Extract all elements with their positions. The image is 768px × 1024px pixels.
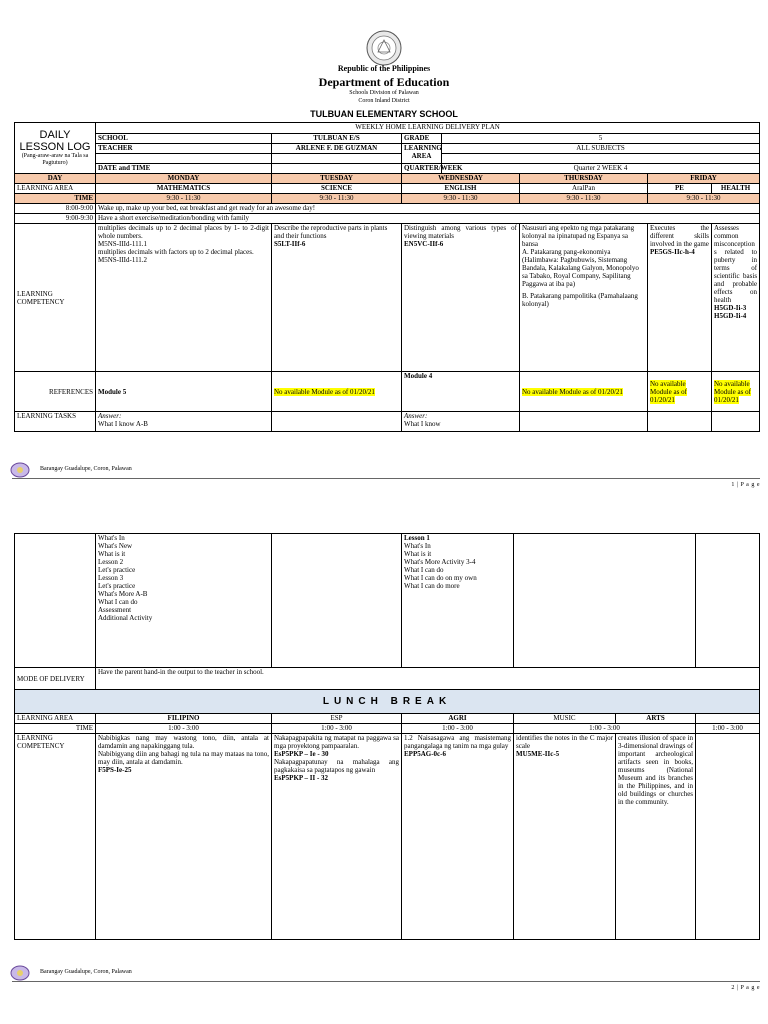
header-republic: Republic of the Philippines xyxy=(337,64,431,73)
wed-task-item: What I can do on my own xyxy=(404,574,477,582)
am-area-fri-pe: PE xyxy=(648,184,712,194)
pm-area-label: LEARNING AREA xyxy=(15,714,96,724)
pm-time-wed: 1:00 - 3:00 xyxy=(402,724,514,734)
pm-comp-tue-code2: EsP5PKP – II - 32 xyxy=(274,774,329,782)
am-competency-label: LEARNING COMPETENCY xyxy=(15,224,96,372)
sched2-text: Have a short exercise/meditation/bonding with family xyxy=(96,214,760,224)
pm-comp-wed xyxy=(402,734,514,940)
ref-wed: Module 4 xyxy=(402,372,520,412)
mon-task-item: What's More A-B xyxy=(98,590,148,598)
comp-tue: Describe the reproductive parts in plants and their functions xyxy=(274,224,388,240)
mon-task-item: Additional Activity xyxy=(98,614,153,622)
pm-comp-music-code: MU5ME-IIc-5 xyxy=(516,750,560,758)
am-comp-tue xyxy=(272,224,402,372)
am-comp-health xyxy=(712,224,760,372)
footer-divider-1 xyxy=(12,478,760,479)
deped-seal-icon xyxy=(363,30,405,66)
am-comp-mon xyxy=(96,224,272,372)
pm-comp-wed-code: EPP5AG-0c-6 xyxy=(404,750,446,758)
page-number-1: 1 | P a g e xyxy=(731,482,760,488)
page-gap xyxy=(0,495,768,505)
page-2 xyxy=(0,505,768,1024)
tasks-wed-1: What I know xyxy=(404,420,441,428)
tasks-wed xyxy=(402,412,520,432)
comp-thu-2: A. Patakarang pang-ekonomiya (Halimbawa: Pagbubuwis, Sistemang Bandala, Kalakalang Galyon, Monopolyo sa Tabako, Royal Company, Sapilitang Paggawa at iba pa) xyxy=(522,248,639,288)
comp-tue-code: S5LT-IIf-6 xyxy=(274,240,306,248)
comp-mon-2: multiplies decimals with factors up to 2 decimal places. xyxy=(98,248,254,256)
tasks-mon-1: What I know A-B xyxy=(98,420,148,428)
pm-comp-tue-code1: EsP5PKP – Ie - 30 xyxy=(274,750,329,758)
day-friday: FRIDAY xyxy=(648,174,760,184)
mon-task-item: Assessment xyxy=(98,606,132,614)
page-1 xyxy=(0,0,768,495)
am-area-label: LEARNING AREA xyxy=(15,184,96,194)
comp-mon-code1: M5NS-IIId-111.1 xyxy=(98,240,148,248)
mon-task-item: What I can do xyxy=(98,598,138,606)
day-tuesday: TUESDAY xyxy=(272,174,402,184)
am-time-wed: 9:30 - 11:30 xyxy=(402,194,520,204)
tasks-wed-answer: Answer: xyxy=(404,412,428,420)
ref-health: No available Module as of 01/20/21 xyxy=(714,379,751,404)
pm-comp-music: identifies the notes in the C major scale xyxy=(516,734,613,750)
pm-comp-mon-code: F5PS-Ie-25 xyxy=(98,766,132,774)
am-time-thu: 9:30 - 11:30 xyxy=(520,194,648,204)
mon-task-item: What's In xyxy=(98,534,125,542)
pm-time-fri: 1:00 - 3:00 xyxy=(696,724,760,734)
pm-comp-tue-2: Nakapagpapatunay na mahalaga ang pagkakaisa sa pagtatapos ng gawain xyxy=(274,758,399,774)
footer-logo-icon xyxy=(10,462,30,478)
comp-pe: Executes the different skills involved in the game xyxy=(650,224,709,248)
comp-health: Assesses common misconception s related to puberty in terms of scientific basis and probable effects on health xyxy=(714,224,758,304)
comp-health-code: H5GD-Ii-3 H5GD-Ii-4 xyxy=(714,304,747,320)
school-label: SCHOOL xyxy=(96,134,272,144)
lunch-break-band: LUNCH BREAK xyxy=(15,690,760,714)
day-monday: MONDAY xyxy=(96,174,272,184)
grade-value: 5 xyxy=(442,134,760,144)
am-area-wed: ENGLISH xyxy=(402,184,520,194)
plan-title: WEEKLY HOME LEARNING DELIVERY PLAN xyxy=(96,123,760,134)
references-label: REFERENCES xyxy=(15,372,96,412)
dll-subtitle: (Pang-araw-araw na Tala sa Pagtuturo) xyxy=(21,153,89,166)
pm-comp-music xyxy=(514,734,616,940)
ref-pe: No available Module as of 01/20/21 xyxy=(650,379,687,404)
footer-address-1: Barangay Guadalupe, Coron, Palawan xyxy=(40,466,132,472)
am-comp-wed xyxy=(402,224,520,372)
tasks-label: LEARNING TASKS xyxy=(15,412,96,432)
teacher-value: ARLENE F. DE GUZMAN xyxy=(272,144,402,154)
ref-thu-cell xyxy=(520,372,648,412)
comp-mon-code2: M5NS-IIId-111.2 xyxy=(98,256,148,264)
comp-thu-3: B. Patakarang pampolitika (Pamahalaang kolonyal) xyxy=(522,292,638,308)
page-number-2: 2 | P a g e xyxy=(731,985,760,991)
pm-time-thu: 1:00 - 3:00 xyxy=(514,724,696,734)
comp-wed: Distinguish among various types of viewing materials xyxy=(404,224,517,240)
pm-comp-mon-1: Nabibigkas nang may wastong tono, diin, antala at damdamin ang napakinggang tula. xyxy=(98,734,269,750)
pm-time-tue: 1:00 - 3:00 xyxy=(272,724,402,734)
wed-task-item: What's In xyxy=(404,542,431,550)
sched1-text: Wake up, make up your bed, eat breakfast and get ready for an awesome day! xyxy=(96,204,760,214)
header-department: Department of Education xyxy=(318,75,450,89)
pm-comp-wed: 1.2 Naisasagawa ang masistemang pangangalaga ng tanim na mga gulay xyxy=(404,734,511,750)
pm-time-mon: 1:00 - 3:00 xyxy=(96,724,272,734)
pm-competency-label: LEARNING COMPETENCY xyxy=(15,734,96,940)
p2-mon-tasks xyxy=(96,534,272,668)
dll-title: DAILY LESSON LOG xyxy=(19,129,91,153)
comp-thu-1: Nasusuri ang epekto ng mga patakarang kolonyal na ipinatupad ng Espanya sa bansa xyxy=(522,224,635,248)
tasks-mon-answer: Answer: xyxy=(98,412,122,420)
mon-task-item: Let's practice xyxy=(98,582,136,590)
lesson-log-table-2 xyxy=(14,533,760,940)
footer-divider-2 xyxy=(12,981,760,982)
p2-wed-tasks xyxy=(402,534,514,668)
ref-pe-cell xyxy=(648,372,712,412)
ref-tue-cell xyxy=(272,372,402,412)
area-value: ALL SUBJECTS xyxy=(442,144,760,154)
mon-task-item: Let's practice xyxy=(98,566,136,574)
sched1-time: 8:00-9:00 xyxy=(15,204,96,214)
am-time-label: TIME xyxy=(15,194,96,204)
date-label: DATE and TIME xyxy=(96,164,272,174)
header-school-name: TULBUAN ELEMENTARY SCHOOL xyxy=(310,109,458,119)
comp-wed-code: EN5VC-IIf-6 xyxy=(404,240,444,248)
mode-text: Have the parent hand-in the output to the teacher in school. xyxy=(96,668,760,690)
mon-task-item: Lesson 3 xyxy=(98,574,124,582)
ref-thu: No available Module as of 01/20/21 xyxy=(522,387,623,396)
day-thursday: THURSDAY xyxy=(520,174,648,184)
am-time-mon: 9:30 - 11:30 xyxy=(96,194,272,204)
grade-label: GRADE xyxy=(402,134,442,144)
teacher-label: TEACHER xyxy=(96,144,272,154)
pm-comp-mon xyxy=(96,734,272,940)
ref-tue: No available Module as of 01/20/21 xyxy=(274,387,375,396)
am-comp-pe xyxy=(648,224,712,372)
ref-mon: Module 5 xyxy=(96,372,272,412)
day-label: DAY xyxy=(15,174,96,184)
mode-label: MODE OF DELIVERY xyxy=(15,668,96,690)
pm-comp-tue xyxy=(272,734,402,940)
am-area-mon: MATHEMATICS xyxy=(96,184,272,194)
ref-health-cell xyxy=(712,372,760,412)
pm-comp-mon-2: Nabibigyang diin ang bahagi ng tula na may mataas na tono, may diin, antala at damdamin. xyxy=(98,750,269,766)
pm-area-arts: ARTS xyxy=(616,714,696,724)
pm-area-tue: ESP xyxy=(272,714,402,724)
school-value: TULBUAN E/S xyxy=(272,134,402,144)
footer-logo-icon xyxy=(10,965,30,981)
daily-lesson-log-cell xyxy=(15,123,96,174)
wed-task-item: What I can do more xyxy=(404,582,460,590)
sched2-time: 9:00-9:30 xyxy=(15,214,96,224)
lesson-log-table-1 xyxy=(14,122,760,432)
quarter-value: Quarter 2 WEEK 4 xyxy=(442,164,760,174)
am-time-tue: 9:30 - 11:30 xyxy=(272,194,402,204)
footer-address-2: Barangay Guadalupe, Coron, Palawan xyxy=(40,969,132,975)
am-area-fri-health: HEALTH xyxy=(712,184,760,194)
pm-time-label: TIME xyxy=(15,724,96,734)
quarter-label: QUARTER/WEEK xyxy=(402,164,442,174)
pm-area-music: MUSIC xyxy=(514,714,616,724)
pm-comp-tue-1: Nakapagpapakita ng matapat na paggawa sa mga proyektong pampaaralan. xyxy=(274,734,399,750)
pm-comp-arts: creates illusion of space in 3-dimensional drawings of important archeological artifacts seen in books, museums (National Museum and its branches in the Philippines, and in old buildings or churches in the community. xyxy=(616,734,696,940)
wed-task-item: What is it xyxy=(404,550,432,558)
wed-task-item: What I can do xyxy=(404,566,444,574)
mon-task-item: Lesson 2 xyxy=(98,558,124,566)
pm-area-mon: FILIPINO xyxy=(96,714,272,724)
mon-task-item: What's New xyxy=(98,542,133,550)
day-wednesday: WEDNESDAY xyxy=(402,174,520,184)
comp-mon-1: multiplies decimals up to 2 decimal places by 1- to 2-digit whole numbers. xyxy=(98,224,269,240)
am-area-thu: AralPan xyxy=(520,184,648,194)
wed-task-item: What's More Activity 3-4 xyxy=(404,558,476,566)
mon-task-item: What is it xyxy=(98,550,126,558)
area-label: LEARNING AREA xyxy=(402,144,442,164)
wed-task-item: Lesson 1 xyxy=(404,534,430,542)
header-district: Coron Inland District xyxy=(358,98,410,104)
tasks-mon xyxy=(96,412,272,432)
header-division: Schools Division of Palawan xyxy=(349,90,419,96)
am-area-tue: SCIENCE xyxy=(272,184,402,194)
comp-pe-code: PE5GS-IIc-h-4 xyxy=(650,248,695,256)
am-time-fri: 9:30 - 11:30 xyxy=(648,194,760,204)
am-comp-thu xyxy=(520,224,648,372)
pm-area-wed: AGRI xyxy=(402,714,514,724)
